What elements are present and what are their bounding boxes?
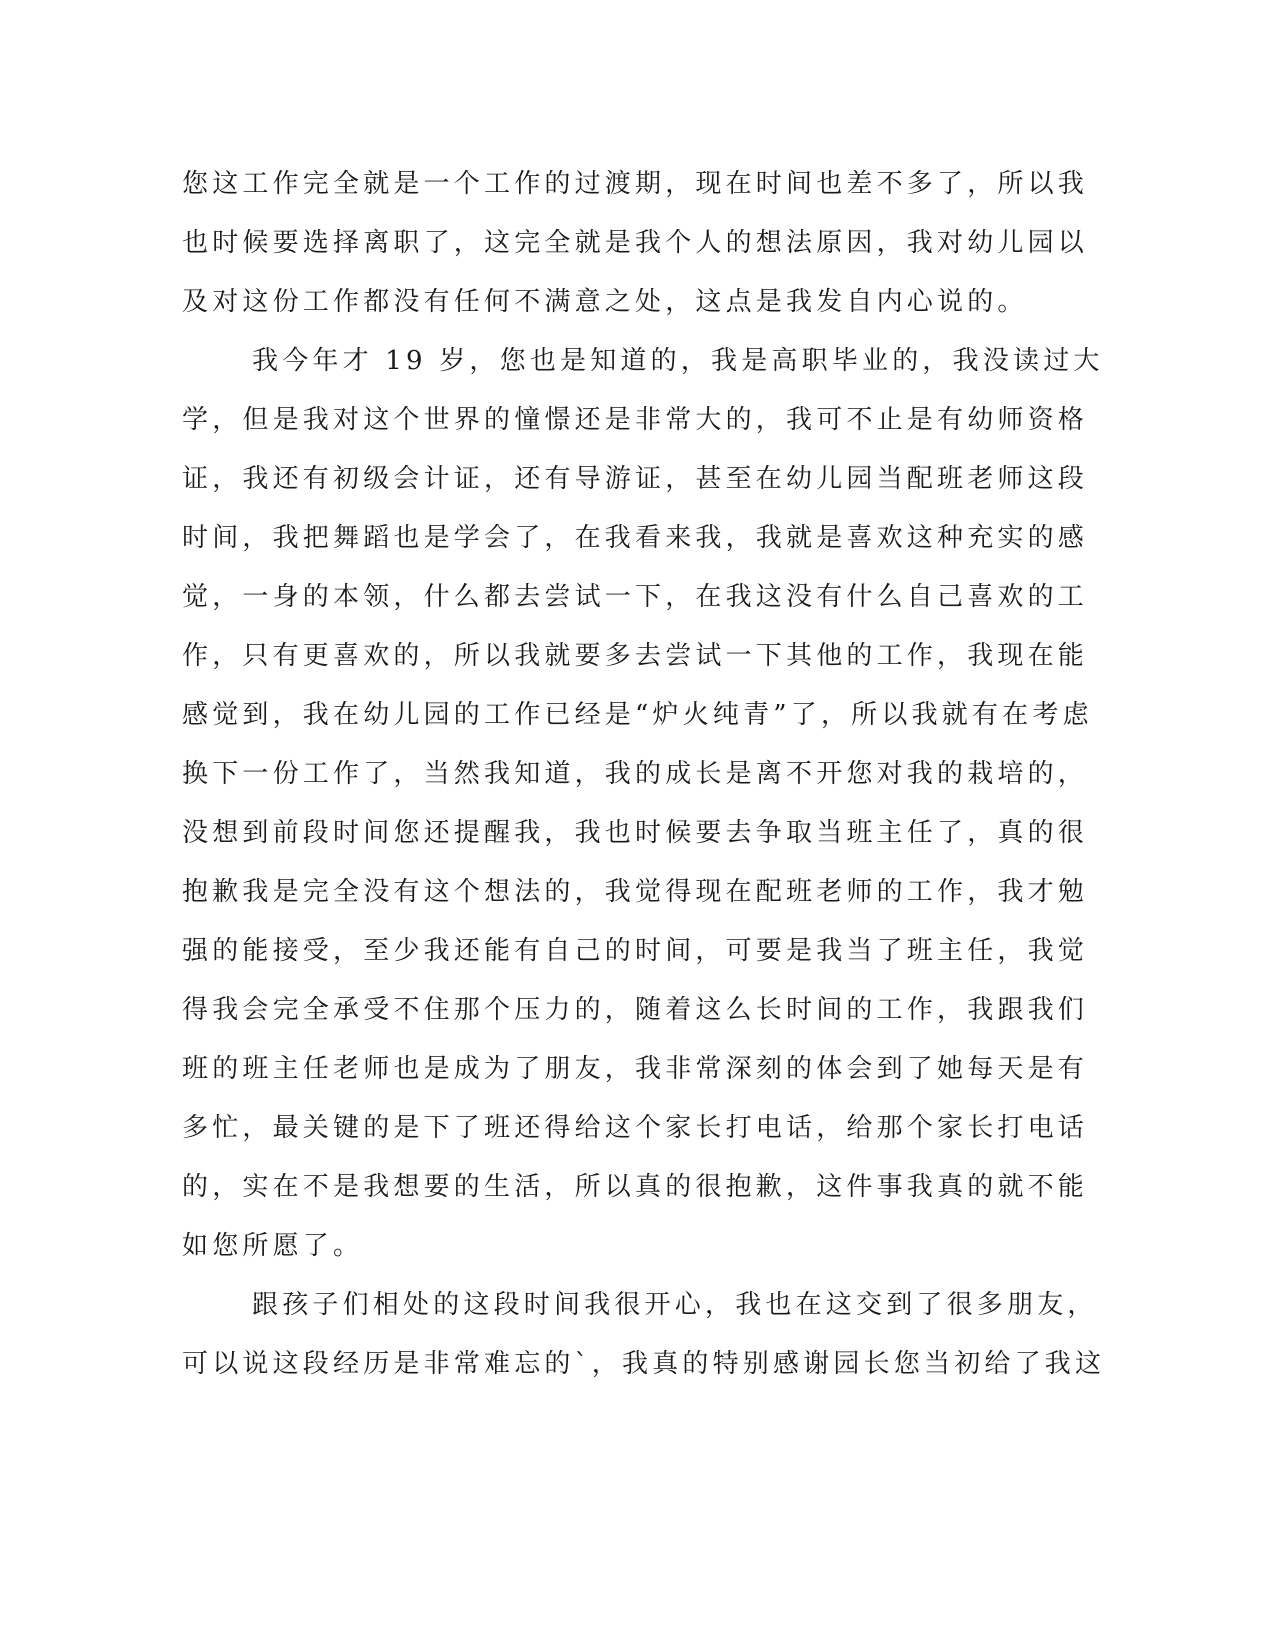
text-line: 证，我还有初级会计证，还有导游证，甚至在幼儿园当配班老师这段 <box>182 464 1089 494</box>
text-line: 作，只有更喜欢的，所以我就要多去尝试一下其他的工作，我现在能 <box>182 641 1089 671</box>
text-line: 您这工作完全就是一个工作的过渡期，现在时间也差不多了，所以我 <box>182 169 1089 199</box>
text-line: 强的能接受，至少我还能有自己的时间，可要是我当了班主任，我觉 <box>182 936 1089 966</box>
text-line: 如您所愿了。 <box>182 1231 364 1261</box>
text-line: 学，但是我对这个世界的憧憬还是非常大的，我可不止是有幼师资格 <box>182 405 1089 435</box>
text-line: 换下一份工作了，当然我知道，我的成长是离不开您对我的栽培的， <box>182 759 1089 789</box>
paragraph-1 <box>182 155 1089 332</box>
text-line: 没想到前段时间您还提醒我，我也时候要去争取当班主任了，真的很 <box>182 818 1089 848</box>
text-line: 觉，一身的本领，什么都去尝试一下，在我这没有什么自己喜欢的工 <box>182 582 1089 612</box>
paragraph-3 <box>182 1276 1106 1394</box>
document-body <box>182 155 1106 1394</box>
text-line: 我今年才 19 岁，您也是知道的，我是高职毕业的，我没读过大 <box>252 346 1104 376</box>
text-line: 得我会完全承受不住那个压力的，随着这么长时间的工作，我跟我们 <box>182 995 1089 1025</box>
text-line: 时间，我把舞蹈也是学会了，在我看来我，我就是喜欢这种充实的感 <box>182 523 1089 553</box>
text-line: 抱歉我是完全没有这个想法的，我觉得现在配班老师的工作，我才勉 <box>182 877 1089 907</box>
text-line: 的，实在不是我想要的生活，所以真的很抱歉，这件事我真的就不能 <box>182 1172 1089 1202</box>
paragraph-2 <box>182 332 1104 1276</box>
text-line: 感觉到，我在幼儿园的工作已经是“炉火纯青”了，所以我就有在考虑 <box>182 700 1093 730</box>
text-line: 也时候要选择离职了，这完全就是我个人的想法原因，我对幼儿园以 <box>182 228 1089 258</box>
text-line: 班的班主任老师也是成为了朋友，我非常深刻的体会到了她每天是有 <box>182 1054 1089 1084</box>
text-line: 可以说这段经历是非常难忘的`，我真的特别感谢园长您当初给了我这 <box>182 1349 1106 1379</box>
text-line: 跟孩子们相处的这段时间我很开心，我也在这交到了很多朋友， <box>252 1290 1098 1320</box>
text-line: 及对这份工作都没有任何不满意之处，这点是我发自内心说的。 <box>182 287 1028 317</box>
text-line: 多忙，最关键的是下了班还得给这个家长打电话，给那个家长打电话 <box>182 1113 1089 1143</box>
